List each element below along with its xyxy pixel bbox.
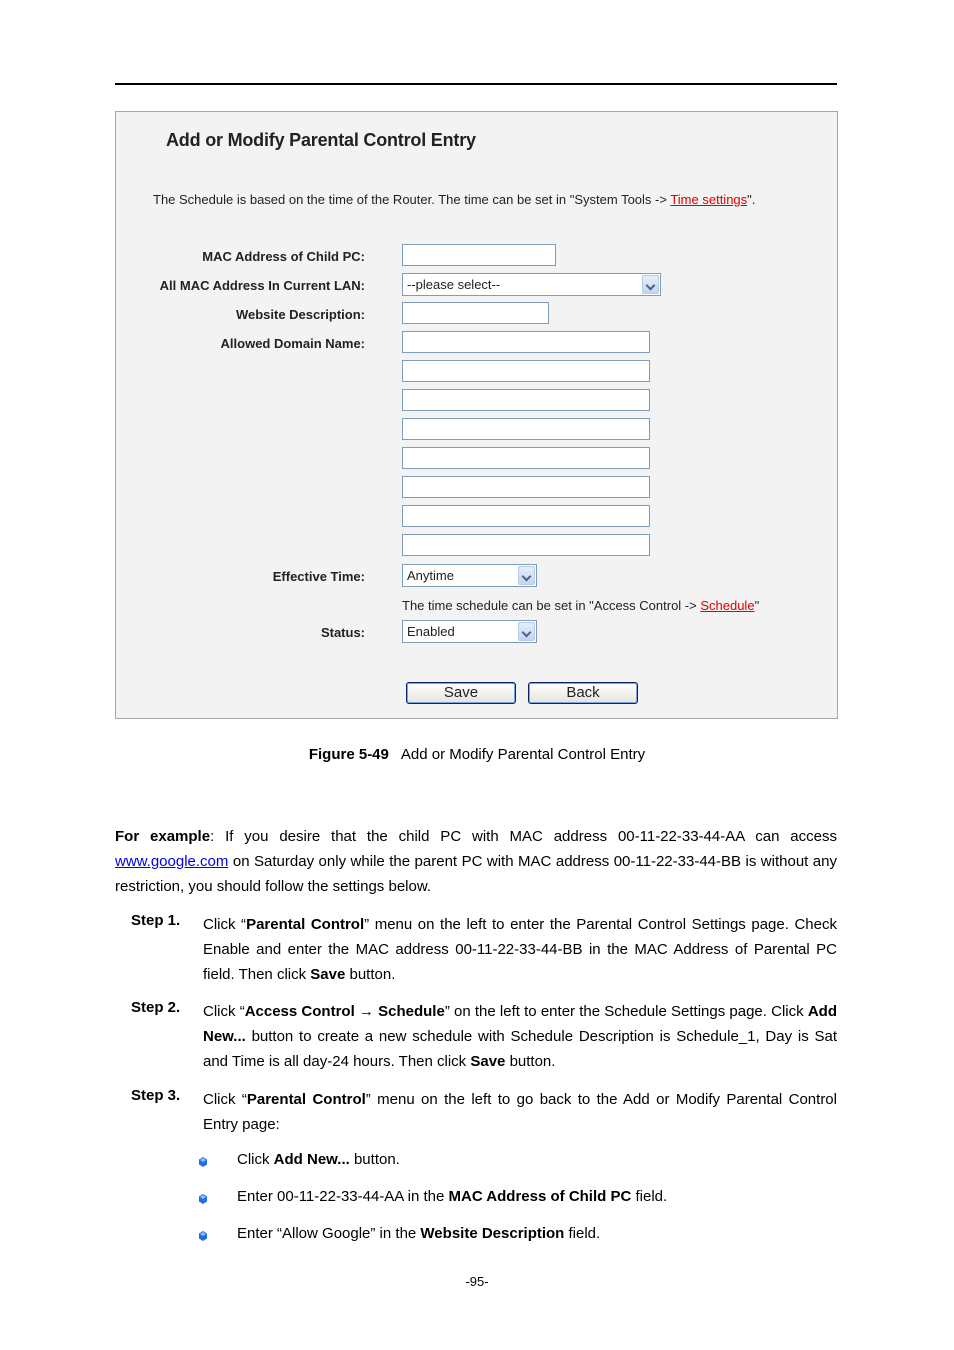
bullet-text-part: Enter “Allow Google” in the: [237, 1225, 421, 1242]
bullet-icon: [198, 1157, 208, 1167]
chevron-down-icon[interactable]: [642, 275, 659, 294]
step-text-part: button.: [345, 966, 396, 983]
step-text-part: Click “: [203, 916, 247, 933]
status-selected: Enabled: [407, 624, 455, 639]
step-text-part: button to create a new schedule with Schedule Description is Schedule_1, Day is Sat and Time is all day-24 hours. Then click: [203, 1028, 837, 1070]
step-text-bold: Access Control → Schedule: [244, 1003, 445, 1020]
bullet-text-part: Click: [237, 1151, 274, 1168]
bullet-text-bold: Add New...: [273, 1151, 350, 1168]
status-select[interactable]: [402, 620, 537, 643]
schedule-link[interactable]: Schedule: [700, 598, 755, 613]
page-number: -95-: [465, 1274, 489, 1289]
all-mac-selected: --please select--: [407, 277, 501, 292]
step-text-bold: Save: [470, 1053, 506, 1070]
schedule-hint: [402, 598, 759, 613]
schedule-note: [153, 192, 755, 207]
schedule-note-suffix: ".: [747, 192, 756, 207]
bullet-text-bold: MAC Address of Child PC: [448, 1188, 632, 1205]
allowed-domain-label: Allowed Domain Name:: [220, 336, 365, 351]
example-paragraph: [115, 824, 837, 899]
example-text-2: on Saturday only while the parent PC with MAC address 00-11-22-33-44-BB is without any restriction, you should follow the settings below.: [115, 853, 837, 895]
google-link[interactable]: www.google.com: [115, 853, 229, 870]
chevron-down-icon[interactable]: [518, 566, 535, 585]
time-settings-link[interactable]: Time settings: [670, 192, 748, 207]
step-3-text: [203, 1087, 837, 1137]
schedule-hint-suffix: ": [754, 598, 760, 613]
bullet-text-part: button.: [349, 1151, 400, 1168]
example-text-1: : If you desire that the child PC with MAC address 00-11-22-33-44-AA can access: [210, 828, 837, 845]
figure-label: Figure 5-49: [308, 746, 389, 763]
step-text-part: Click “: [203, 1091, 247, 1108]
step-text-part: ” on the left to enter the Schedule Settings page. Click: [444, 1003, 808, 1020]
step-text-bold: Parental Control: [246, 1091, 366, 1108]
step-1-text: [203, 912, 837, 987]
allowed-domain-input-4[interactable]: [402, 418, 650, 440]
schedule-note-prefix: The Schedule is based on the time of the Router. The time can be set in "System Tools ->: [153, 192, 671, 207]
figure-caption: [0, 746, 954, 763]
step-text-bold: Save: [310, 966, 346, 983]
allowed-domain-input-3[interactable]: [402, 389, 650, 411]
bullet-icon: [198, 1194, 208, 1204]
bullet-text-part: Enter 00-11-22-33-44-AA in the: [237, 1188, 449, 1205]
step-text-part: ” menu on the left to enter the Parental Control Settings page. Check Enable and enter the MAC address 00-11-22-33-44-BB in the MAC Address of Parental PC field. Then click: [203, 916, 837, 983]
step-2-text: [203, 999, 837, 1074]
bullet-text-bold: Website Description: [420, 1225, 565, 1242]
allowed-domain-input-7[interactable]: [402, 505, 650, 527]
step-text-part: button.: [505, 1053, 556, 1070]
header-rule: [115, 83, 837, 85]
website-description-label: Website Description:: [235, 307, 365, 322]
bullet-icon: [198, 1231, 208, 1241]
allowed-domain-input-6[interactable]: [402, 476, 650, 498]
parental-control-entry-panel: [115, 111, 838, 719]
allowed-domain-input-8[interactable]: [402, 534, 650, 556]
save-button[interactable]: Save: [406, 682, 516, 704]
step-text-part: Click “: [203, 1003, 245, 1020]
status-label: Status:: [320, 625, 365, 640]
bullet-1: [237, 1151, 400, 1168]
effective-time-label: Effective Time:: [272, 569, 365, 584]
panel-title: Add or Modify Parental Control Entry: [166, 130, 476, 150]
step-3-label: Step 3.: [131, 1087, 181, 1104]
example-lead: For example: [115, 828, 211, 845]
website-description-input[interactable]: [402, 302, 549, 324]
mac-child-input[interactable]: [402, 244, 556, 266]
step-text-bold: Add New...: [203, 1003, 837, 1045]
allowed-domain-input-5[interactable]: [402, 447, 650, 469]
schedule-hint-prefix: The time schedule can be set in "Access Control ->: [402, 598, 701, 613]
step-text-bold: Parental Control: [246, 916, 365, 933]
bullet-3: [237, 1225, 600, 1242]
step-text-part: ” menu on the left to go back to the Add or Modify Parental Control Entry page:: [203, 1091, 837, 1133]
bullet-2: [237, 1188, 667, 1205]
all-mac-select[interactable]: [402, 273, 661, 296]
back-button[interactable]: Back: [528, 682, 638, 704]
allowed-domain-input-2[interactable]: [402, 360, 650, 382]
bullet-text-part: field.: [631, 1188, 668, 1205]
effective-time-select[interactable]: [402, 564, 537, 587]
chevron-down-icon[interactable]: [518, 622, 535, 641]
step-1-label: Step 1.: [131, 912, 181, 929]
allowed-domain-input-1[interactable]: [402, 331, 650, 353]
effective-time-selected: Anytime: [407, 568, 454, 583]
figure-title: Add or Modify Parental Control Entry: [400, 746, 646, 763]
all-mac-label: All MAC Address In Current LAN:: [159, 278, 365, 293]
step-2-label: Step 2.: [131, 999, 181, 1016]
mac-child-label: MAC Address of Child PC:: [202, 249, 365, 264]
bullet-text-part: field.: [564, 1225, 601, 1242]
